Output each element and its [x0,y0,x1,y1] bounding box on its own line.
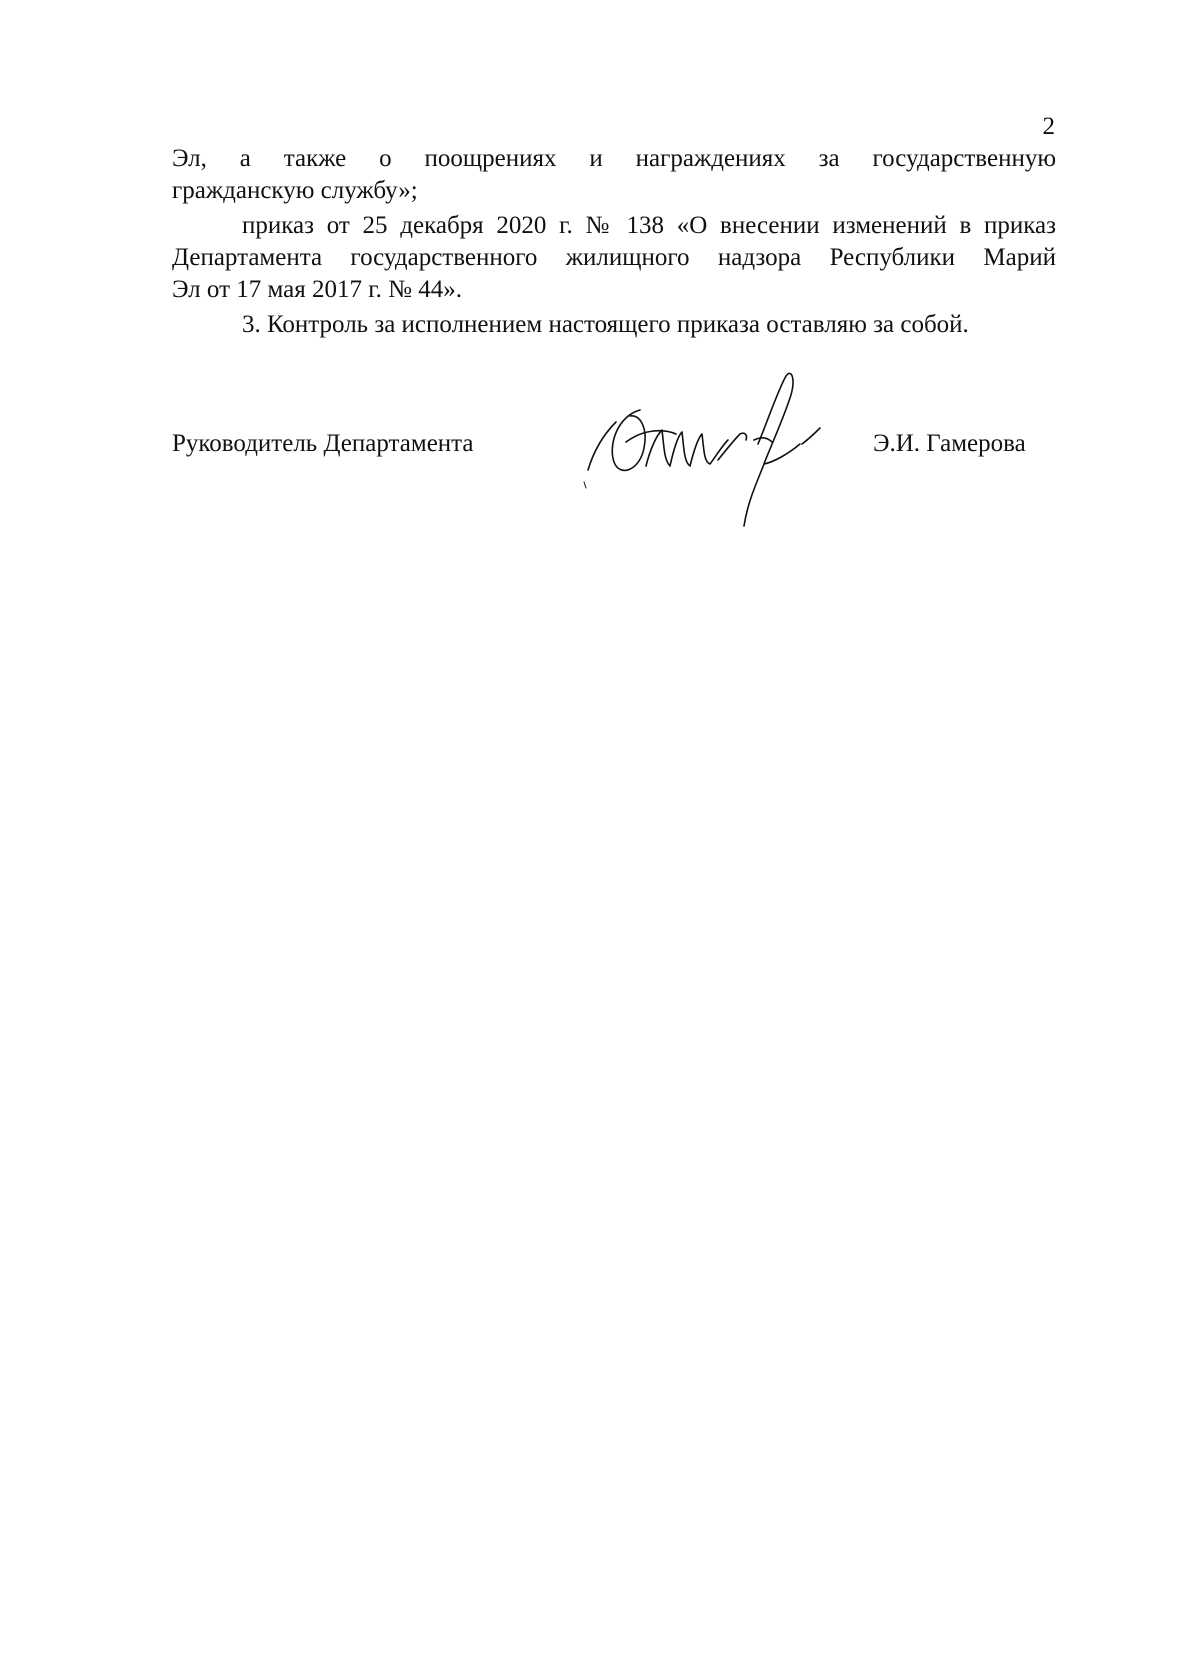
handwritten-signature-icon [578,370,858,540]
text-line: Департамента государственного жилищного надзора Республики Марий [172,244,1056,271]
paragraph-order-reference [172,210,1056,306]
text-line: приказ от 25 декабря 2020 г. № 138 «О внесении изменений в приказ [242,212,1056,239]
paragraph-control-clause [172,309,1056,341]
signer-name: Э.И. Гамерова [873,430,1026,457]
page-number: 2 [1042,113,1055,140]
text-line: Эл от 17 мая 2017 г. № 44». [172,276,463,303]
signer-position: Руководитель Департамента [172,430,474,457]
text-line: гражданскую службу»; [172,177,418,204]
paragraph-continuation [172,143,1056,207]
document-body [172,143,1056,344]
text-line: Эл, а также о поощрениях и награждениях за государственную [172,145,1056,172]
text-line: 3. Контроль за исполнением настоящего приказа оставляю за собой. [242,311,969,338]
